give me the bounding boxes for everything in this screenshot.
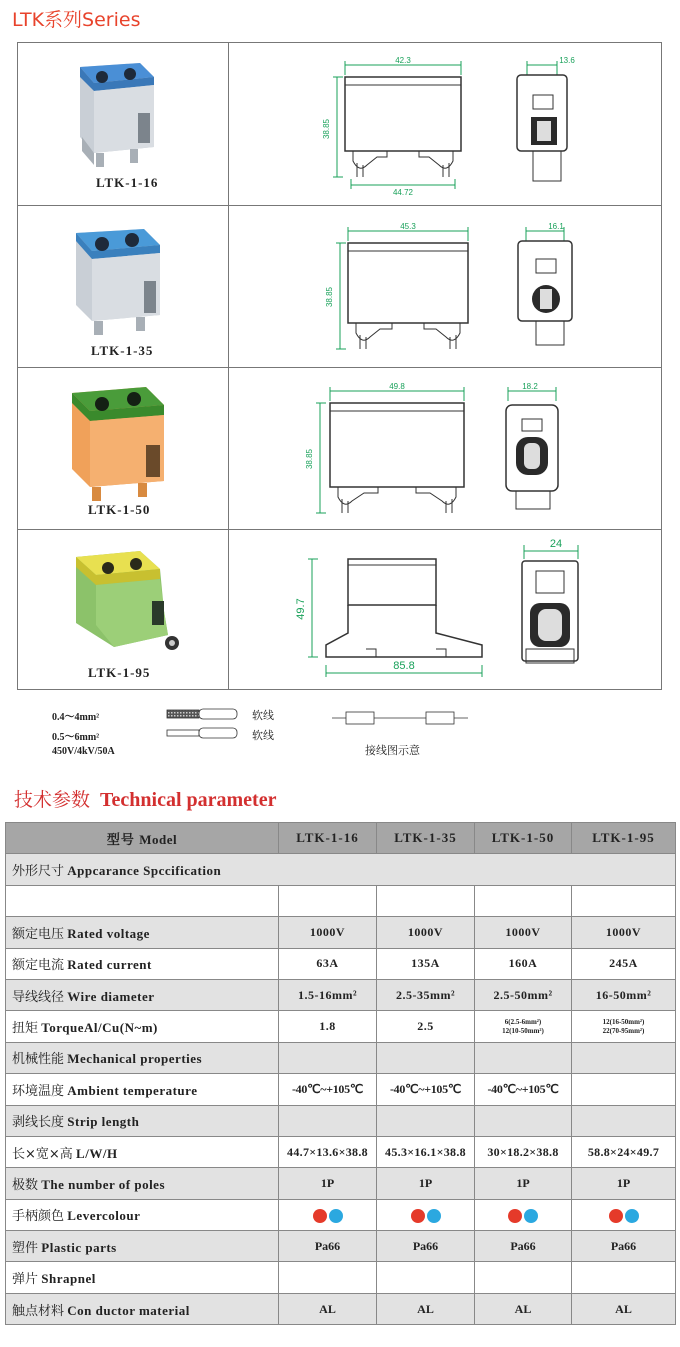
legend-rating: 450V/4kV/50A bbox=[52, 746, 115, 757]
terminal-photo-ltk-1-50 bbox=[62, 379, 182, 507]
dim-height-ltk-1-50: 38.85 bbox=[305, 448, 314, 470]
dim-width-ltk-1-35: 45.3 bbox=[400, 222, 416, 231]
drawing-side-ltk-1-35 bbox=[496, 221, 586, 351]
header-col: LTK-1-50 bbox=[475, 823, 572, 854]
red-dot-icon bbox=[411, 1209, 425, 1223]
dim-depth-ltk-1-35: 16.1 bbox=[548, 222, 564, 231]
dim-height-ltk-1-35: 38.85 bbox=[325, 286, 334, 308]
blue-dot-icon bbox=[427, 1209, 441, 1223]
dim-height-ltk-1-16: 38.85 bbox=[322, 118, 331, 140]
terminal-photo-ltk-1-16 bbox=[68, 55, 168, 170]
model-label-ltk-1-16: LTK-1-16 bbox=[96, 175, 159, 190]
row-plastic-parts: 塑件 Plastic parts Pa66 Pa66 Pa66 Pa66 bbox=[6, 1231, 676, 1262]
dim-depth-ltk-1-50: 18.2 bbox=[522, 382, 538, 391]
dim-height-ltk-1-95: 49.7 bbox=[295, 598, 307, 620]
terminal-photo-ltk-1-35 bbox=[66, 219, 176, 339]
drawing-front-ltk-1-95 bbox=[286, 539, 496, 689]
model-label-ltk-1-50: LTK-1-50 bbox=[88, 502, 151, 517]
dim-width-ltk-1-16: 42.3 bbox=[395, 56, 411, 65]
row-torque: 扭矩 TorqueAl/Cu(N~m) 1.8 2.5 6(2.5-6mm²) 12(10-50mm²) 12(16-50mm²) 22(70-95mm²) bbox=[6, 1011, 676, 1042]
dim-width-ltk-1-95: 85.8 bbox=[393, 660, 415, 672]
row-mechanical: 机械性能 Mechanical properties bbox=[6, 1042, 676, 1073]
red-dot-icon bbox=[508, 1209, 522, 1223]
wire-icons bbox=[165, 706, 245, 740]
wire-label-1: 软线 bbox=[252, 709, 274, 722]
wire-label-2: 软线 bbox=[252, 729, 274, 742]
row-wire-diameter: 导线线径 Wire diameter 1.5-16mm² 2.5-35mm² 2.5-50mm² 16-50mm² bbox=[6, 979, 676, 1010]
dim-depth-ltk-1-16: 13.6 bbox=[559, 56, 575, 65]
drawing-front-ltk-1-35 bbox=[308, 219, 488, 367]
legend-range-2: 0.5～6mm² bbox=[52, 732, 100, 743]
red-dot-icon bbox=[609, 1209, 623, 1223]
dim-depth-ltk-1-95: 24 bbox=[549, 538, 563, 550]
model-label-ltk-1-95: LTK-1-95 bbox=[88, 665, 151, 680]
row-shrapnel: 弹片 Shrapnel bbox=[6, 1262, 676, 1293]
blue-dot-icon bbox=[329, 1209, 343, 1223]
drawing-side-ltk-1-16 bbox=[493, 55, 583, 185]
row-poles: 极数 The number of poles 1P 1P 1P 1P bbox=[6, 1168, 676, 1199]
row-temperature: 环境温度 Ambient temperature -40℃~+105℃ -40℃~+105℃ -40℃~+105℃ bbox=[6, 1074, 676, 1105]
row-blank bbox=[6, 885, 676, 916]
spec-header-row bbox=[6, 823, 676, 854]
drawing-side-ltk-1-95 bbox=[496, 537, 606, 677]
row-current: 额定电流 Rated current 63A 135A 160A 245A bbox=[6, 948, 676, 979]
drawing-front-ltk-1-50 bbox=[292, 379, 492, 529]
row-contact-material: 触点材料 Con ductor material AL AL AL AL bbox=[6, 1293, 676, 1324]
drawing-side-ltk-1-50 bbox=[496, 381, 596, 516]
product-series-grid bbox=[17, 42, 662, 690]
tech-title: 技术参数 Technical parameter bbox=[14, 789, 277, 811]
header-col: LTK-1-16 bbox=[279, 823, 377, 854]
spec-table bbox=[5, 822, 676, 1325]
header-model: 型号 Model bbox=[6, 823, 279, 854]
row-lever-colour: 手柄颜色 Levercolour bbox=[6, 1199, 676, 1230]
blue-dot-icon bbox=[625, 1209, 639, 1223]
legend-range-1: 0.4～4mm² bbox=[52, 712, 100, 723]
drawing-front-ltk-1-16 bbox=[303, 53, 483, 201]
terminal-photo-ltk-1-95 bbox=[68, 541, 188, 661]
header-col: LTK-1-35 bbox=[377, 823, 475, 854]
wiring-diagram-caption: 接线图示意 bbox=[365, 744, 420, 757]
row-appearance: 外形尺寸 Appcarance Spccification bbox=[6, 854, 676, 885]
row-lwh: 长×宽×高 L/W/H 44.7×13.6×38.8 45.3×16.1×38.8 30×18.2×38.8 58.8×24×49.7 bbox=[6, 1136, 676, 1167]
model-label-ltk-1-35: LTK-1-35 bbox=[91, 343, 154, 358]
red-dot-icon bbox=[313, 1209, 327, 1223]
wiring-diagram-icon bbox=[330, 708, 470, 728]
header-col: LTK-1-95 bbox=[572, 823, 676, 854]
series-title: LTK系列Series bbox=[12, 9, 141, 31]
dim-width-ltk-1-50: 49.8 bbox=[389, 382, 405, 391]
dim-base-ltk-1-16: 44.72 bbox=[392, 188, 414, 197]
row-strip-length: 剥线长度 Strip length bbox=[6, 1105, 676, 1136]
blue-dot-icon bbox=[524, 1209, 538, 1223]
row-voltage: 额定电压 Rated voltage 1000V 1000V 1000V 1000V bbox=[6, 917, 676, 948]
